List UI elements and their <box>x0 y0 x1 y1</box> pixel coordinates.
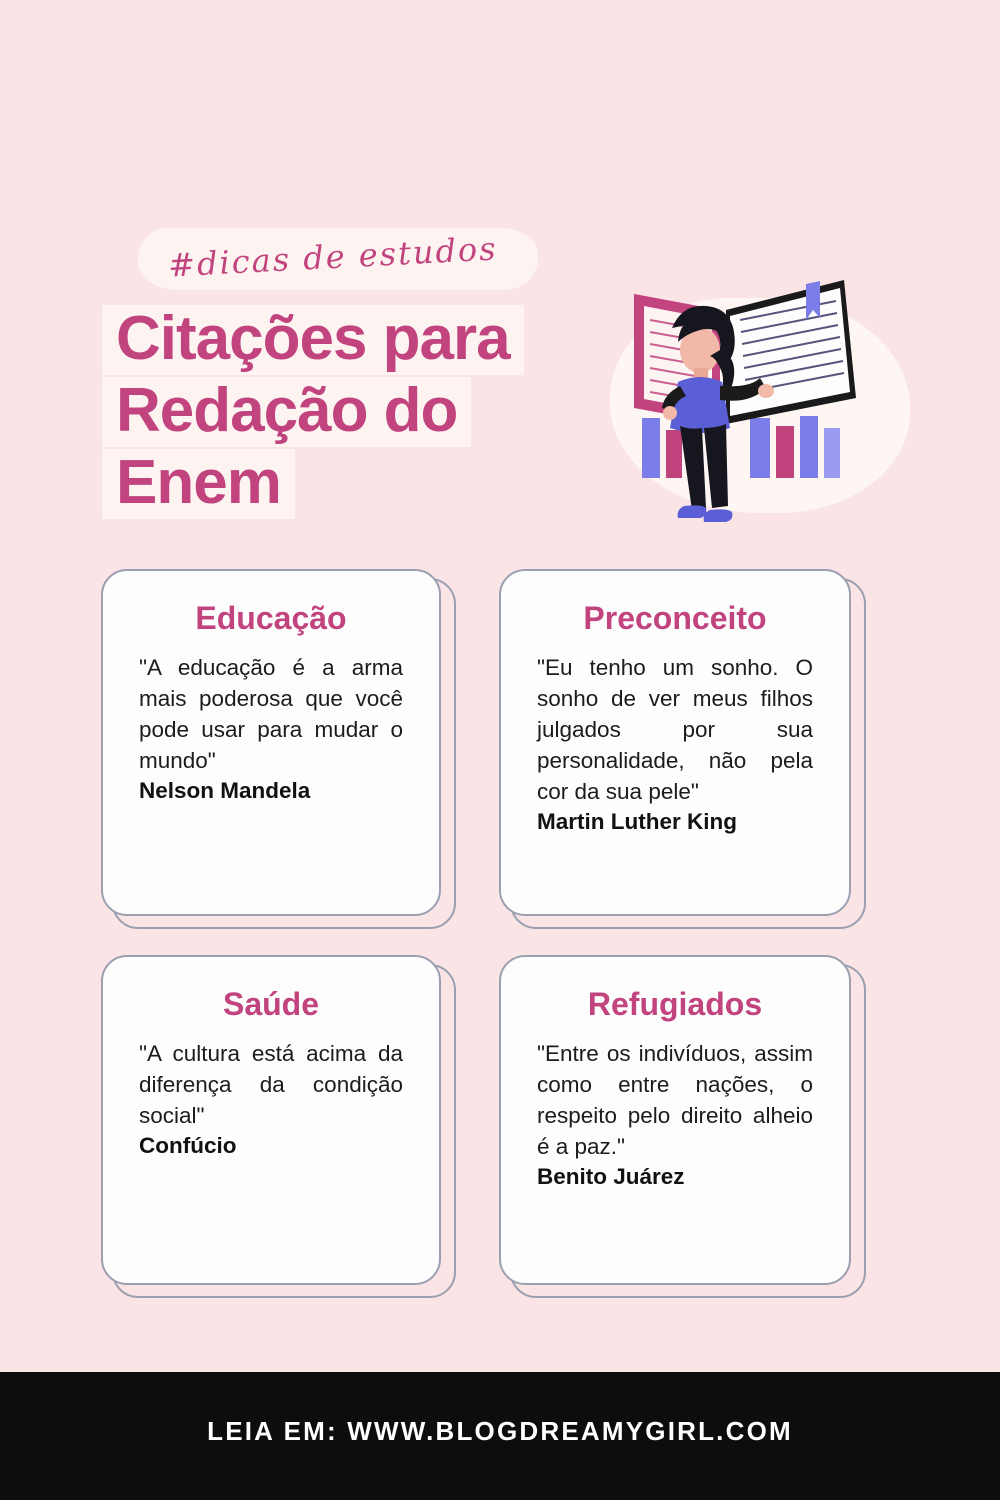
header <box>0 0 1000 560</box>
card-quote: "Entre os indivíduos, assim como entre nações, o respeito pelo direito alheio é a paz." <box>537 1041 813 1160</box>
card-author: Martin Luther King <box>537 809 737 835</box>
hashtag-banner <box>138 228 538 292</box>
quote-card-preconceito <box>499 569 851 916</box>
card-title: Saúde <box>222 986 320 1022</box>
card-author: Confúcio <box>139 1133 237 1159</box>
card-title: Preconceito <box>583 600 767 636</box>
card-title: Refugiados <box>587 986 763 1022</box>
reading-woman-illustration <box>600 258 920 558</box>
card-quote: "A educação é a arma mais poderosa que você pode usar para mudar o mundo" <box>139 655 403 774</box>
quote-card-educacao <box>101 569 441 916</box>
title-line-2: Redação do <box>102 377 471 447</box>
footer-website-label: LEIA EM: WWW.BLOGDREAMYGIRL.COM <box>207 1416 793 1446</box>
hashtag-label: #dicas de estudos <box>167 229 499 285</box>
card-title: Educação <box>195 600 347 636</box>
title-line-3: Enem <box>102 449 295 519</box>
page-title <box>102 305 662 521</box>
quote-card-saude <box>101 955 441 1285</box>
title-line-1: Citações para <box>102 305 524 375</box>
card-quote: "Eu tenho um sonho. O sonho de ver meus filhos julgados por sua personalidade, não pela cor da sua pele" <box>537 655 813 805</box>
card-author: Nelson Mandela <box>139 778 311 804</box>
card-author: Benito Juárez <box>537 1164 685 1190</box>
footer-bar <box>0 1372 1000 1500</box>
card-quote: "A cultura está acima da diferença da condição social" <box>139 1041 403 1129</box>
quote-card-refugiados <box>499 955 851 1285</box>
